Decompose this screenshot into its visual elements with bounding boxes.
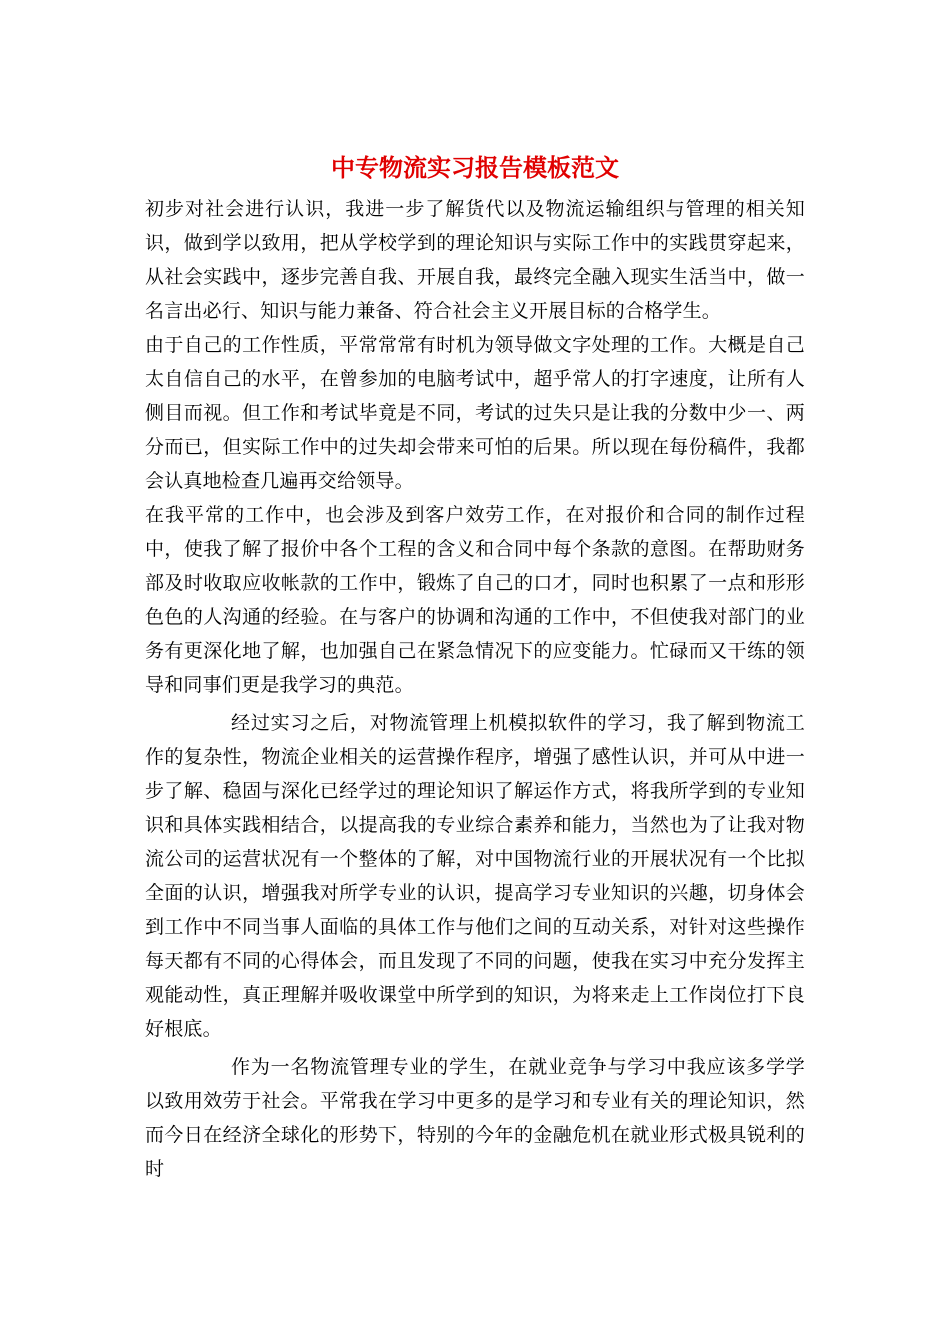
paragraph-3: 在我平常的工作中，也会涉及到客户效劳工作，在对报价和合同的制作过程中，使我了解了报价中各个工程的含义和合同中每个条款的意图。在帮助财务部及时收取应收帐款的工作中，锻炼了自己的口才，同时也积累了一点和形形色色的人沟通的经验。在与客户的协调和沟通的工作中，不但使我对部门的业务有更深化地了解，也加强自己在紧急情况下的应变能力。忙碌而又干练的领导和同事们更是我学习的典范。 (145, 504, 805, 696)
paragraph-2: 由于自己的工作性质，平常常常有时机为领导做文字处理的工作。大概是自己太自信自己的水平，在曾参加的电脑考试中，超乎常人的打字速度，让所有人侧目而视。但工作和考试毕竟是不同，考试的过失只是让我的分数中少一、两分而已，但实际工作中的过失却会带来可怕的后果。所以现在每份稿件，我都会认真地检查几遍再交给领导。 (145, 334, 805, 492)
document-body (145, 192, 805, 1186)
paragraph-4: 经过实习之后，对物流管理上机模拟软件的学习，我了解到物流工作的复杂性，物流企业相关的运营操作程序，增强了感性认识，并可从中进一步了解、稳固与深化已经学过的理论知识了解运作方式，将我所学到的专业知识和具体实践相结合，以提高我的专业综合素养和能力，当然也为了让我对物流公司的运营状况有一个整体的了解，对中国物流行业的开展状况有一个比拟全面的认识，增强我对所学专业的认识，提高学习专业知识的兴趣，切身体会到工作中不同当事人面临的具体工作与他们之间的互动关系，对针对这些操作每天都有不同的心得体会，而且发现了不同的问题，使我在实习中充分发挥主观能动性，真正理解并吸收课堂中所学到的知识，为将来走上工作岗位打下良好根底。 (145, 712, 805, 1040)
document-title: 中专物流实习报告模板范文 (331, 153, 619, 182)
paragraph-5: 作为一名物流管理专业的学生，在就业竞争与学习中我应该多学学以致用效劳于社会。平常我在学习中更多的是学习和专业有关的理论知识，然而今日在经济全球化的形势下，特别的今年的金融危机在就业形式极具锐利的时 (145, 1056, 805, 1180)
paragraph-1: 初步对社会进行认识，我进一步了解货代以及物流运输组织与管理的相关知识，做到学以致用，把从学校学到的理论知识与实际工作中的实践贯穿起来，从社会实践中，逐步完善自我、开展自我，最终完全融入现实生活当中，做一名言出必行、知识与能力兼备、符合社会主义开展目标的合格学生。 (145, 198, 805, 322)
